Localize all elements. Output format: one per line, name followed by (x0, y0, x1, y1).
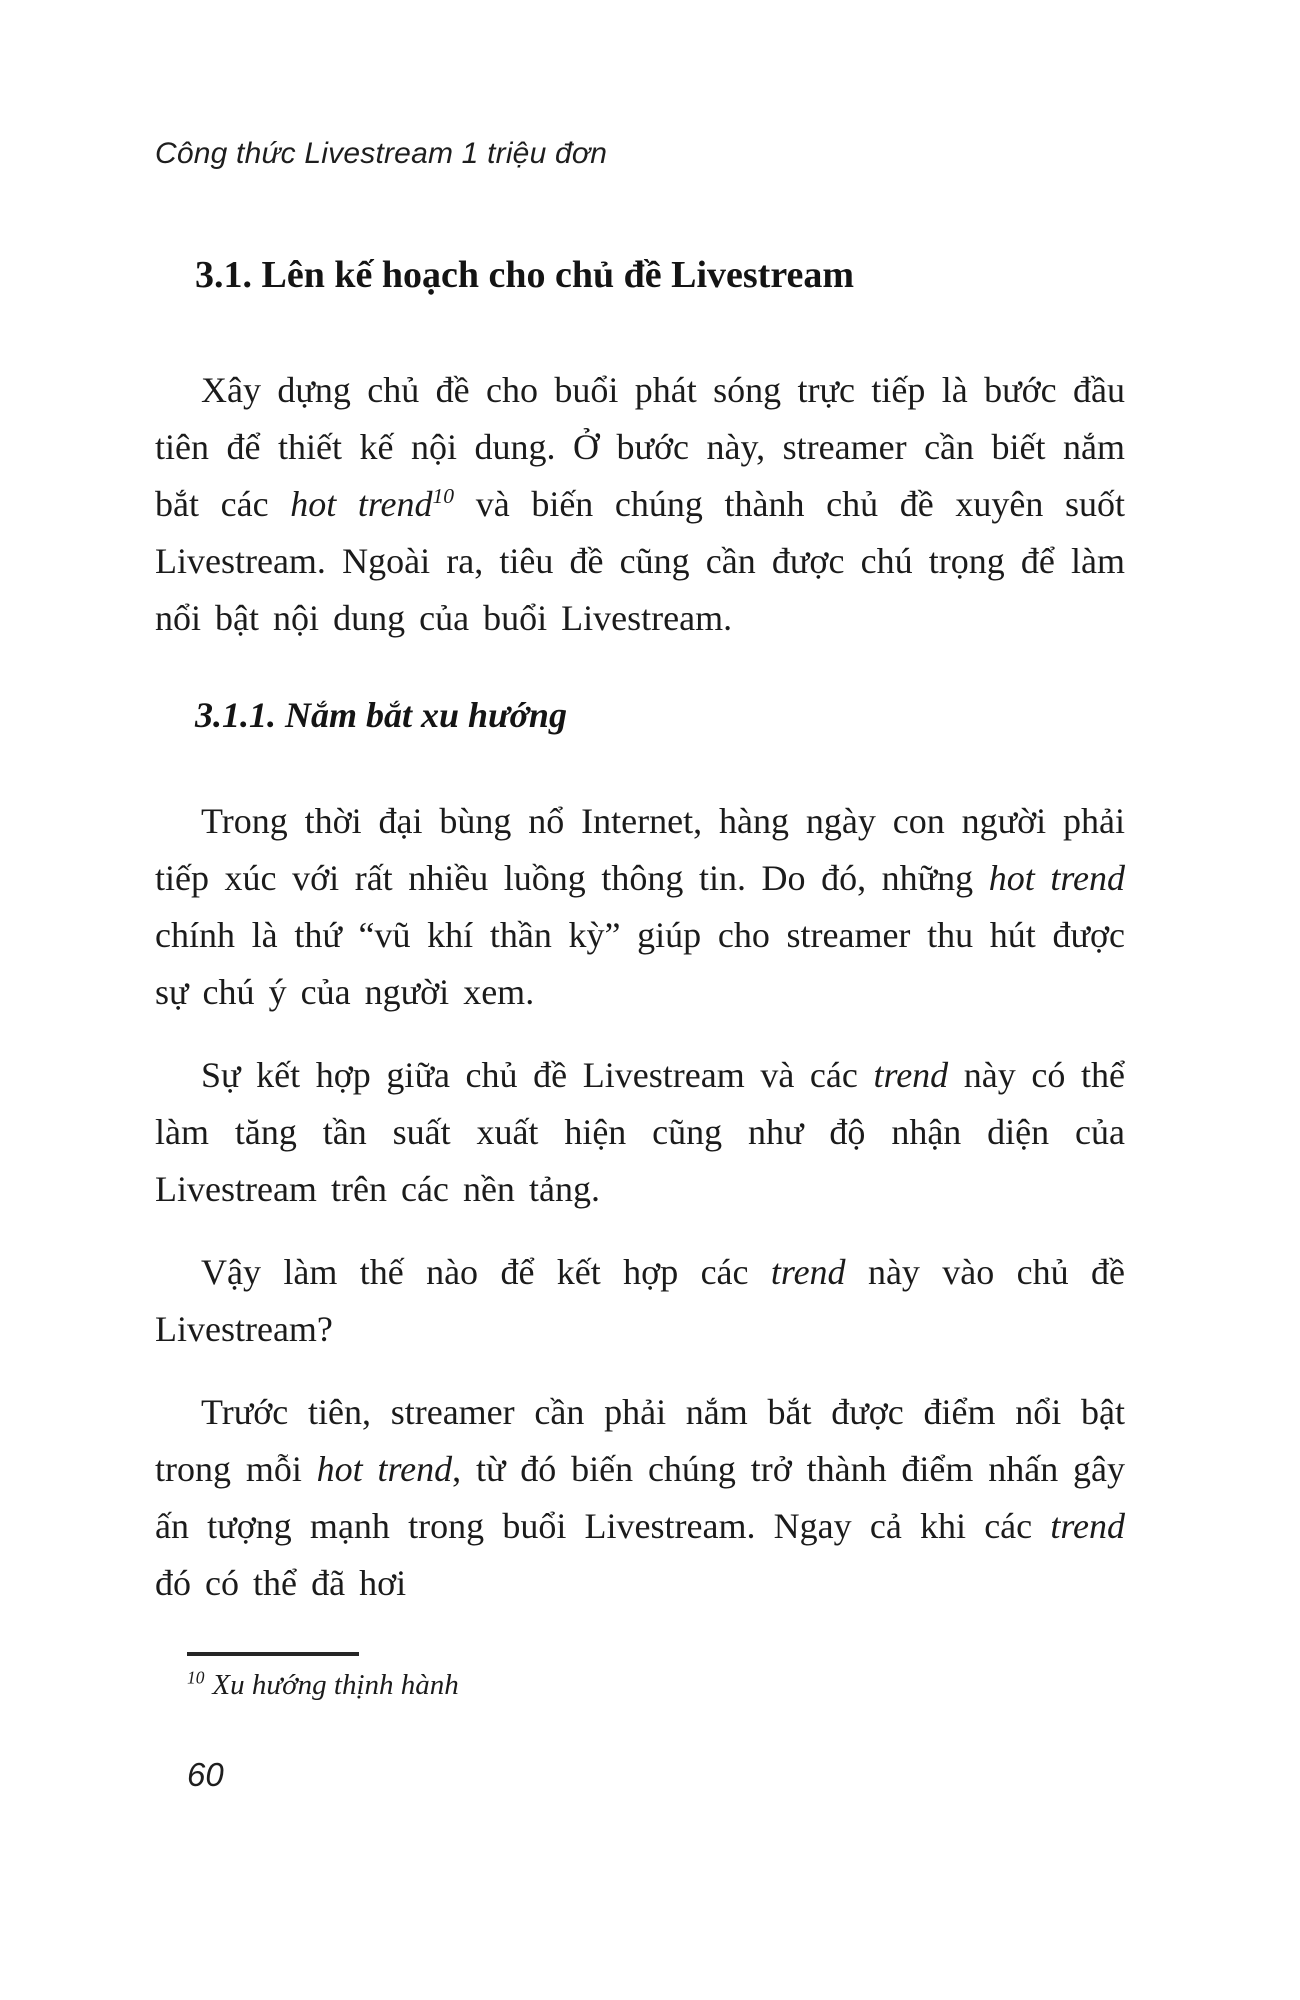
footnote (187, 1666, 1125, 1704)
body-paragraph-4: Vậy làm thế nào để kết hợp các trend này vào chủ đề Livestream? (155, 1252, 1126, 1349)
page-number: 60 (187, 1756, 224, 1793)
body-paragraph-3: Sự kết hợp giữa chủ đề Livestream và các trend này có thể làm tăng tần suất xuất hiện cũng như độ nhận diện của Livestream trên các nền tảng. (155, 1055, 1125, 1209)
body-paragraph-2: Trong thời đại bùng nổ Internet, hàng ngày con người phải tiếp xúc với rất nhiều luồng thông tin. Do đó, những hot trend chính là thứ “vũ khí thần kỳ” giúp cho streamer thu hút được sự chú ý của người xem. (155, 801, 1125, 1012)
footnote-text: Xu hướng thịnh hành (212, 1669, 459, 1701)
body-paragraph-5: Trước tiên, streamer cần phải nắm bắt được điểm nổi bật trong mỗi hot trend, từ đó biến chúng trở thành điểm nhấn gây ấn tượng mạnh trong buổi Livestream. Ngay cả khi các trend đó có thể đã hơi (155, 1392, 1125, 1603)
footnote-marker: 10 (187, 1667, 205, 1688)
body-paragraph-1: Xây dựng chủ đề cho buổi phát sóng trực tiếp là bước đầu tiên để thiết kế nội dung. Ở bước này, streamer cần biết nắm bắt các hot trend$^{10}$ và biến chúng thành chủ đề xuyên suốt Livestream. Ngoài ra, tiêu đề cũng cần được chú trọng để làm nổi bật nội dung của buổi Livestream. (155, 370, 1126, 638)
section-heading: 3.1. Lên kế hoạch cho chủ đề Livestream (195, 254, 855, 296)
running-header: Công thức Livestream 1 triệu đơn (155, 137, 608, 170)
subsection-heading: 3.1.1. Nắm bắt xu hướng (195, 695, 567, 735)
footnote-divider (187, 1652, 359, 1656)
footnote-area (155, 1652, 1125, 1704)
